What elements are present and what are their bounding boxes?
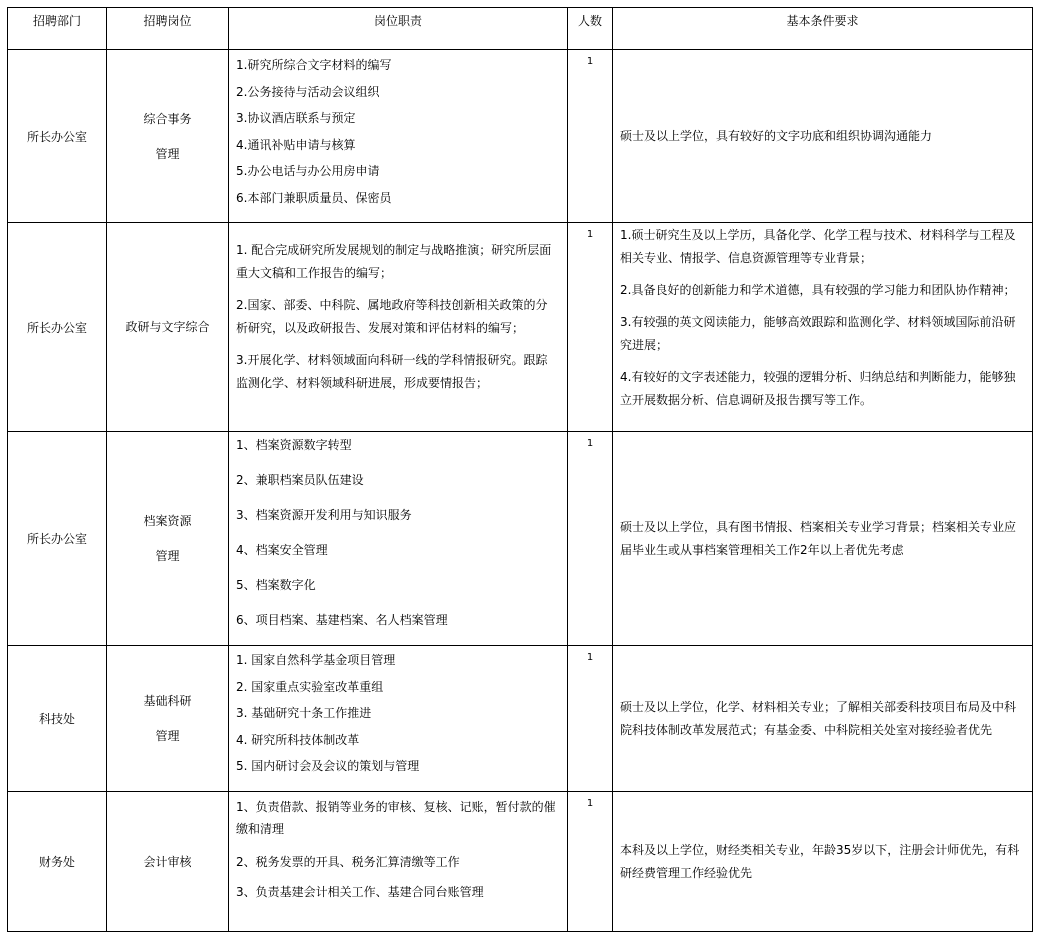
- duty-item: 4. 研究所科技体制改革: [236, 732, 360, 747]
- count-cell: 1: [568, 432, 613, 646]
- duty-item: 4.通讯补贴申请与核算: [236, 137, 356, 152]
- header-requirements: 基本条件要求: [613, 8, 1033, 50]
- position-cell: [107, 223, 229, 432]
- position-cell: [107, 646, 229, 792]
- position-cell: [107, 432, 229, 646]
- duty-item: 1、档案资源数字转型: [236, 438, 352, 452]
- position-line: 管理: [155, 549, 180, 563]
- department-cell: 所长办公室: [8, 50, 107, 223]
- position-line: 档案资源: [143, 514, 192, 528]
- duty-item: 6、项目档案、基建档案、名人档案管理: [236, 613, 448, 627]
- recruitment-table: [7, 7, 1033, 932]
- requirement-item: 硕士及以上学位，化学、材料相关专业；了解相关部委科技项目布局及中科院科技体制改革发展范式；有基金委、中科院相关处室对接经验者优先: [620, 699, 1017, 737]
- duty-item: 3.协议酒店联系与预定: [236, 111, 356, 125]
- duty-item: 3、档案资源开发利用与知识服务: [236, 508, 412, 522]
- duty-item: 1、负责借款、报销等业务的审核、复核、记账，暂付款的催缴和清理: [236, 800, 556, 836]
- requirements-cell: [613, 792, 1033, 932]
- department-cell: 所长办公室: [8, 223, 107, 432]
- department-cell: 财务处: [8, 792, 107, 932]
- header-duties: 岗位职责: [229, 8, 568, 50]
- department-cell: 所长办公室: [8, 432, 107, 646]
- table-header-row: [8, 8, 1033, 50]
- duty-item: 2.公务接待与活动会议组织: [236, 84, 380, 99]
- duty-item: 2、兼职档案员队伍建设: [236, 473, 364, 487]
- requirements-cell: [613, 223, 1033, 432]
- duty-item: 2. 国家重点实验室改革重组: [236, 679, 384, 694]
- position-line: 基础科研: [143, 694, 192, 708]
- position-line: 政研与文字综合: [125, 320, 210, 334]
- requirement-item: 硕士及以上学位，具有图书情报、档案相关专业学习背景；档案相关专业应届毕业生或从事档案管理相关工作2年以上者优先考虑: [620, 519, 1017, 557]
- count-cell: 1: [568, 50, 613, 223]
- requirement-item: 硕士及以上学位，具有较好的文字功底和组织协调沟通能力: [620, 128, 933, 143]
- duty-item: 2、税务发票的开具、税务汇算清缴等工作: [236, 855, 460, 869]
- position-cell: [107, 792, 229, 932]
- duty-item: 3.开展化学、材料领域面向科研一线的学科情报研究。跟踪监测化学、材料领域科研进展，形成要情报告；: [236, 353, 548, 390]
- table-row: [8, 646, 1033, 792]
- duty-item: 5、档案数字化: [236, 578, 316, 592]
- duties-cell: [229, 50, 568, 223]
- requirement-item: 本科及以上学位，财经类相关专业，年龄35岁以下，注册会计师优先，有科研经费管理工作经验优先: [620, 842, 1020, 880]
- header-department: 招聘部门: [8, 8, 107, 50]
- position-line: 会计审核: [143, 854, 192, 869]
- count-cell: 1: [568, 792, 613, 932]
- duties-cell: [229, 223, 568, 432]
- duty-item: 5. 国内研讨会及会议的策划与管理: [236, 759, 420, 773]
- position-cell: [107, 50, 229, 223]
- header-count: 人数: [568, 8, 613, 50]
- table-row: [8, 50, 1033, 223]
- duty-item: 1. 国家自然科学基金项目管理: [236, 653, 396, 667]
- duty-item: 1.研究所综合文字材料的编写: [236, 58, 392, 72]
- duties-cell: [229, 792, 568, 932]
- position-line: 综合事务: [143, 111, 192, 126]
- duty-item: 3. 基础研究十条工作推进: [236, 706, 372, 720]
- requirements-cell: [613, 646, 1033, 792]
- duty-item: 2.国家、部委、中科院、属地政府等科技创新相关政策的分析研究，以及政研报告、发展对策和评估材料的编写；: [236, 298, 548, 335]
- header-position: 招聘岗位: [107, 8, 229, 50]
- duty-item: 1. 配合完成研究所发展规划的制定与战略推演；研究所层面重大文稿和工作报告的编写；: [236, 243, 552, 280]
- requirements-cell: [613, 50, 1033, 223]
- position-line: 管理: [155, 729, 180, 743]
- requirement-item: 4.有较好的文字表述能力，较强的逻辑分析、归纳总结和判断能力，能够独立开展数据分析、信息调研及报告撰写等工作。: [620, 370, 1016, 407]
- table-row: [8, 792, 1033, 932]
- position-line: 管理: [155, 146, 180, 161]
- duties-cell: [229, 432, 568, 646]
- requirements-cell: [613, 432, 1033, 646]
- requirement-item: 2.具备良好的创新能力和学术道德，具有较强的学习能力和团队协作精神；: [620, 283, 1016, 297]
- count-cell: 1: [568, 223, 613, 432]
- requirement-item: 1.硕士研究生及以上学历，具备化学、化学工程与技术、材料科学与工程及相关专业、情报学、信息资源管理等专业背景；: [620, 228, 1016, 265]
- requirement-item: 3.有较强的英文阅读能力，能够高效跟踪和监测化学、材料领域国际前沿研究进展；: [620, 315, 1016, 352]
- table-row: [8, 223, 1033, 432]
- table-row: [8, 432, 1033, 646]
- duty-item: 6.本部门兼职质量员、保密员: [236, 190, 392, 205]
- duty-item: 3、负责基建会计相关工作、基建合同台账管理: [236, 885, 484, 899]
- duty-item: 5.办公电话与办公用房申请: [236, 164, 380, 178]
- department-cell: 科技处: [8, 646, 107, 792]
- duty-item: 4、档案安全管理: [236, 543, 328, 557]
- count-cell: 1: [568, 646, 613, 792]
- duties-cell: [229, 646, 568, 792]
